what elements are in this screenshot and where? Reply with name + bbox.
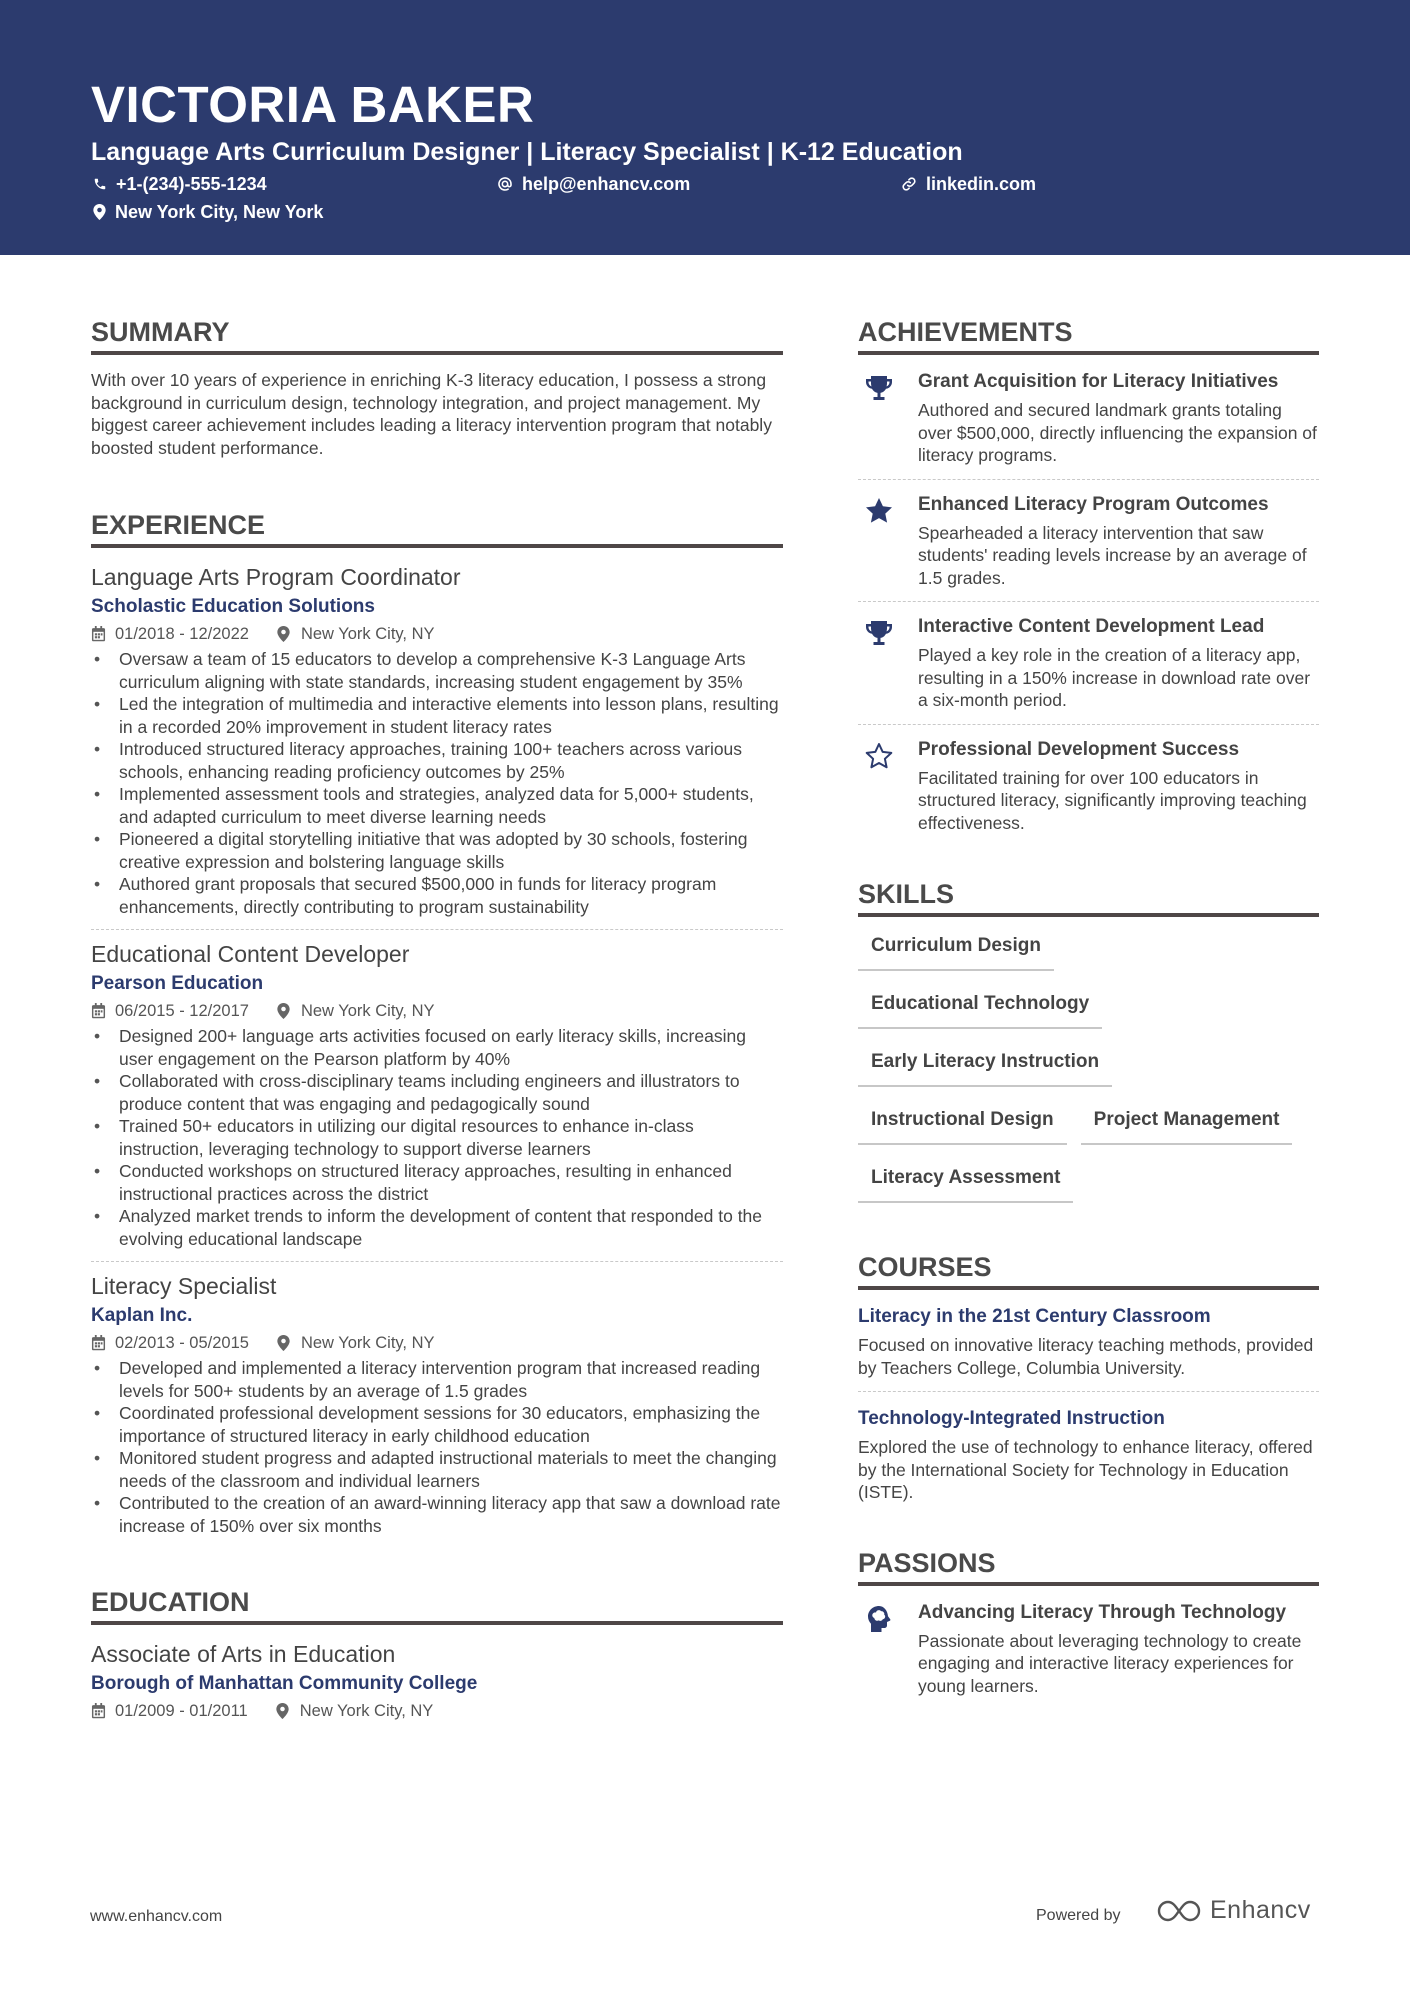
bullet-item: • Contributed to the creation of an award-winning literacy app that saw a download rate increase of 150% over six months	[91, 1492, 783, 1537]
section-title-courses: COURSES	[858, 1250, 1319, 1290]
passion-item	[858, 1600, 1319, 1710]
achievement-title: Interactive Content Development Lead	[918, 616, 1265, 637]
course-title: Technology-Integrated Instruction	[858, 1408, 1165, 1429]
bullet-item: • Monitored student progress and adapted instructional materials to meet the changing needs of the classroom and individual learners	[91, 1447, 783, 1492]
location-pin-icon	[276, 1703, 289, 1719]
resume-header	[0, 0, 1410, 255]
degree-title: Associate of Arts in Education	[91, 1641, 396, 1667]
course-title: Literacy in the 21st Century Classroom	[858, 1306, 1211, 1327]
bullet-item: • Introduced structured literacy approaches, training 100+ teachers across various schools, enhancing reading proficiency outcomes by 25%	[91, 738, 783, 783]
bullet-item: • Developed and implemented a literacy intervention program that increased reading levels for 500+ students by an average of 1.5 grades	[91, 1357, 783, 1402]
company-name: Pearson Education	[91, 973, 264, 994]
star-outline-icon	[864, 741, 894, 771]
section-title-experience: EXPERIENCE	[91, 508, 783, 548]
summary-text: With over 10 years of experience in enriching K-3 literacy education, I possess a strong background in curriculum design, technology integration, and project management. My biggest career achievement includes leading a literacy intervention program that notably boosted student performance.	[91, 370, 772, 458]
skills-list	[858, 933, 1328, 1223]
job-dates: 06/2015 - 12/2017	[115, 1002, 249, 1020]
job-meta	[91, 623, 783, 645]
calendar-icon	[91, 1703, 106, 1719]
achievement-item	[858, 614, 1319, 724]
right-column	[858, 315, 1319, 1709]
job-meta	[91, 1000, 783, 1022]
brand-logo[interactable]	[1156, 1896, 1311, 1925]
brand-name: Enhancv	[1210, 1896, 1311, 1924]
job-bullets	[91, 1025, 783, 1250]
skill-tag: Curriculum Design	[858, 933, 1054, 971]
location-pin-icon	[277, 1003, 290, 1019]
calendar-icon	[91, 1003, 106, 1019]
bullet-item: • Pioneered a digital storytelling initiative that was adopted by 30 schools, fostering creative expression and bolstering language skills	[91, 828, 783, 873]
achievement-item	[858, 369, 1319, 479]
email-text: help@enhancv.com	[522, 174, 691, 194]
skill-tag: Early Literacy Instruction	[858, 1049, 1112, 1087]
bullet-item: • Conducted workshops on structured literacy approaches, resulting in enhanced instructional practices across the district	[91, 1160, 783, 1205]
location-pin-icon	[93, 204, 106, 220]
job-meta	[91, 1332, 783, 1354]
section-title-passions: PASSIONS	[858, 1546, 1319, 1586]
course-desc: Focused on innovative literacy teaching methods, provided by Teachers College, Columbia University.	[858, 1335, 1314, 1378]
education-entry	[91, 1639, 783, 1722]
location-text: New York City, New York	[115, 202, 324, 222]
job-title: Literacy Specialist	[91, 1273, 277, 1299]
job-dates: 01/2018 - 12/2022	[115, 625, 249, 643]
job-location	[277, 623, 435, 645]
divider	[858, 724, 1319, 725]
skill-tag: Educational Technology	[858, 991, 1102, 1029]
divider	[858, 1391, 1319, 1392]
job-location	[277, 1000, 435, 1022]
candidate-name: VICTORIA BAKER	[91, 76, 535, 133]
star-filled-icon	[864, 496, 894, 526]
job-title: Language Arts Program Coordinator	[91, 564, 461, 590]
course-item	[858, 1304, 1319, 1379]
job-bullets	[91, 1357, 783, 1537]
achievement-desc: Played a key role in the creation of a literacy app, resulting in a 150% increase in download rate over a six-month period.	[918, 645, 1311, 710]
calendar-icon	[91, 1335, 106, 1351]
passion-desc: Passionate about leveraging technology to create engaging and interactive literacy experiences for young learners.	[918, 1630, 1302, 1696]
bullet-item: • Designed 200+ language arts activities focused on early literacy skills, increasing user engagement on the Pearson platform by 40%	[91, 1025, 783, 1070]
experience-entry	[91, 939, 783, 1250]
bullet-item: • Oversaw a team of 15 educators to develop a comprehensive K-3 Language Arts curriculum aligning with state standards, increasing student engagement by 35%	[91, 648, 783, 693]
achievement-desc: Facilitated training for over 100 educators in structured literacy, significantly improving teaching effectiveness.	[918, 767, 1307, 833]
trophy-icon	[864, 618, 894, 648]
at-icon	[497, 176, 513, 192]
enhancv-logo-icon	[1156, 1898, 1202, 1924]
contact-email[interactable]	[497, 172, 690, 196]
brain-head-icon	[864, 1604, 894, 1634]
course-desc: Explored the use of technology to enhance literacy, offered by the International Society for Technology in Education (ISTE).	[858, 1437, 1313, 1502]
bullet-item: • Authored grant proposals that secured $500,000 in funds for literacy program enhancements, directly contributing to program sustainability	[91, 873, 783, 918]
section-title-summary: SUMMARY	[91, 315, 783, 355]
education-location-text: New York City, NY	[299, 1702, 434, 1720]
achievement-title: Professional Development Success	[918, 738, 1240, 760]
education-location	[276, 1700, 434, 1722]
contact-phone[interactable]	[93, 172, 267, 196]
job-dates: 02/2013 - 05/2015	[115, 1334, 249, 1352]
course-item	[858, 1406, 1319, 1504]
divider	[858, 601, 1319, 602]
trophy-icon	[864, 373, 894, 403]
education-dates: 01/2009 - 01/2011	[115, 1702, 248, 1720]
bullet-item: • Implemented assessment tools and strategies, analyzed data for 5,000+ students, and adapted curriculum to meet diverse learning needs	[91, 783, 783, 828]
achievement-desc: Spearheaded a literacy intervention that saw students' reading levels increase by an average of 1.5 grades.	[918, 522, 1307, 588]
phone-icon	[93, 177, 107, 191]
link-text: linkedin.com	[926, 174, 1037, 194]
phone-text: +1-(234)-555-1234	[116, 174, 267, 194]
section-title-skills: SKILLS	[858, 877, 1319, 917]
achievement-title: Enhanced Literacy Program Outcomes	[918, 493, 1269, 515]
job-bullets	[91, 648, 783, 918]
job-location-text: New York City, NY	[300, 625, 435, 643]
candidate-headline: Language Arts Curriculum Designer | Literacy Specialist | K-12 Education	[91, 138, 963, 166]
bullet-item: • Led the integration of multimedia and interactive elements into lesson plans, resulting in a recorded 20% improvement in student literacy rates	[91, 693, 783, 738]
skill-tag: Project Management	[1081, 1107, 1293, 1145]
education-meta	[91, 1700, 783, 1722]
divider	[91, 1261, 783, 1262]
location-pin-icon	[277, 626, 290, 642]
job-location-text: New York City, NY	[300, 1334, 435, 1352]
contact-location	[93, 200, 323, 224]
achievement-desc: Authored and secured landmark grants totaling over $500,000, directly influencing the expansion of literacy programs.	[918, 400, 1317, 465]
section-title-achievements: ACHIEVEMENTS	[858, 315, 1319, 355]
link-icon	[901, 176, 917, 192]
bullet-item: • Analyzed market trends to inform the development of content that responded to the evolving educational landscape	[91, 1205, 783, 1250]
job-location	[277, 1332, 435, 1354]
experience-entry	[91, 562, 783, 918]
location-pin-icon	[277, 1335, 290, 1351]
company-name: Scholastic Education Solutions	[91, 596, 375, 617]
skill-tag: Literacy Assessment	[858, 1165, 1073, 1203]
school-name: Borough of Manhattan Community College	[91, 1673, 478, 1694]
achievement-item	[858, 737, 1319, 847]
job-location-text: New York City, NY	[300, 1002, 435, 1020]
bullet-item: • Coordinated professional development sessions for 30 educators, emphasizing the importance of structured literacy in early childhood education	[91, 1402, 783, 1447]
passion-title: Advancing Literacy Through Technology	[918, 1601, 1287, 1623]
bullet-item: • Trained 50+ educators in utilizing our digital resources to enhance in-class instruction, leveraging technology to support diverse learners	[91, 1115, 783, 1160]
divider	[91, 929, 783, 930]
bullet-item: • Collaborated with cross-disciplinary teams including engineers and illustrators to produce content that was engaging and pedagogically sound	[91, 1070, 783, 1115]
left-column	[91, 315, 783, 1722]
calendar-icon	[91, 626, 106, 642]
job-title: Educational Content Developer	[91, 941, 410, 967]
experience-entry	[91, 1271, 783, 1537]
powered-by-label: Powered by	[1036, 1907, 1121, 1924]
divider	[858, 479, 1319, 480]
achievement-title: Grant Acquisition for Literacy Initiatives	[918, 371, 1279, 392]
footer-url[interactable]: www.enhancv.com	[90, 1908, 223, 1925]
skill-tag: Instructional Design	[858, 1107, 1067, 1145]
achievement-item	[858, 492, 1319, 602]
section-title-education: EDUCATION	[91, 1585, 783, 1625]
company-name: Kaplan Inc.	[91, 1305, 193, 1326]
contact-link[interactable]	[901, 172, 1036, 196]
